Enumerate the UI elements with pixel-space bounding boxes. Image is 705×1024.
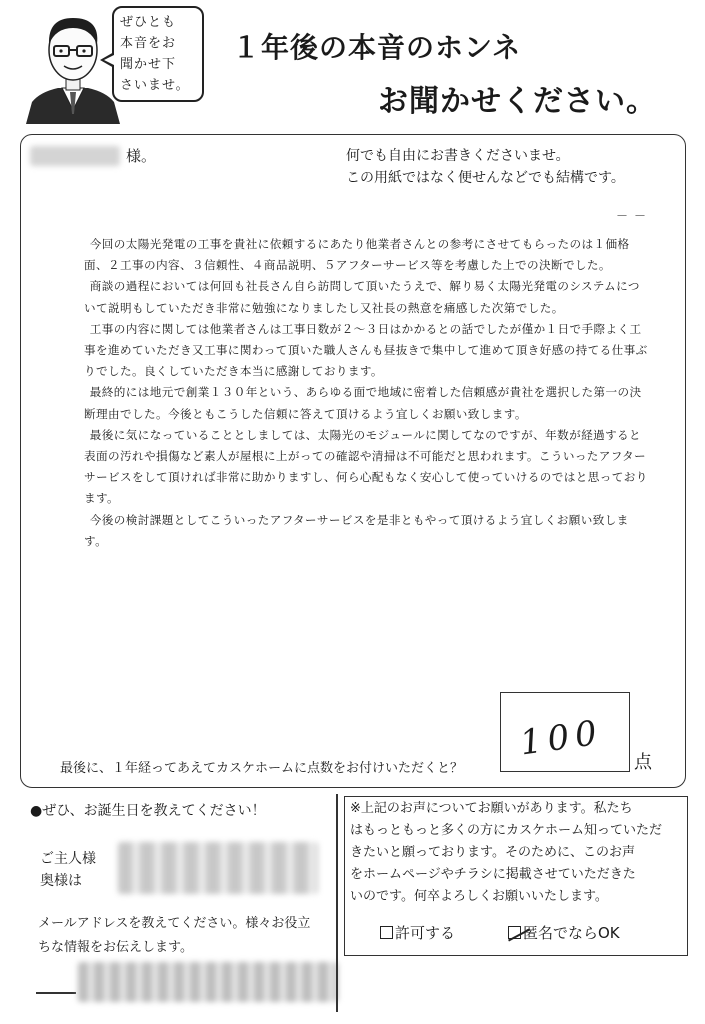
writing-instructions: 何でも自由にお書きくださいませ。 この用紙ではなく便せんなどでも結構です。	[346, 148, 625, 186]
birthday-heading: ●ぜひ、お誕生日を教えてください！	[30, 803, 266, 819]
husband-label: ご主人様	[40, 851, 96, 867]
wife-label: 奥様は	[40, 873, 82, 889]
paragraph: 最後に気になっていることとしましては、太陽光のモジュールに関してなのですが、年数が経過すると表面の汚れや損傷など素人が屋根に上がっての確認や清掃は不可能だと思われます。こういったアフターサービスをして頂ければ非常に助かりますし、何ら心配もなく安心して使っていけるのではと思っております。	[84, 427, 648, 506]
divider	[336, 794, 338, 1012]
speech-bubble: ぜひとも 本音をお 聞かせ下 さいませ。	[112, 6, 204, 102]
score-question: 最後に、１年経ってあえてカスケホームに点数をお付けいただくと？	[60, 761, 464, 776]
title-line-1: １年後の本音のホンネ	[232, 31, 522, 64]
paragraph: 最終的には地元で創業１３０年という、あらゆる面で地域に密着した信頼感が貴社を選択した第一の決断理由でした。今後ともこうした信頼に答えて頂けるよう宜しくお願い致します。	[84, 385, 642, 421]
permission-request: ※上記のお声についてお願いがあります。私たち はもっともっと多くの方にカスケホーム知っていただ きたいと願っております。そのために、このお声 をホームページやチラシに掲載させていただきた いのです。何卒よろしくお願いいたします。	[350, 801, 663, 904]
redacted-email	[78, 962, 338, 1002]
email-request: メールアドレスを教えてください。様々お役立 ちな情報をお伝えします。	[38, 916, 311, 955]
title-line-2: お聞かせください。	[378, 84, 657, 119]
paragraph: 工事の内容に関しては他業者さんは工事日数が２～３日はかかるとの話でしたが僅か１日で手際よく工事を進めていただき又工事に関わって頂いた職人さんも昼抜きで集中して進めて頂き好感の持てる仕事ぶりでした。良くしていただき本当に感謝しております。	[84, 321, 648, 379]
redacted-customer-name	[30, 146, 120, 166]
score-unit: 点	[634, 752, 652, 773]
handwritten-score: 100	[517, 712, 606, 764]
option-anonymous-label: 匿名でならOK	[523, 924, 620, 942]
option-allow-label: 許可する	[395, 924, 456, 942]
email-line	[36, 992, 76, 994]
paragraph: 今回の太陽光発電の工事を貴社に依頼するにあたり他業者さんとの参考にさせてもらったのは１価格面、２工事の内容、３信頼性、４商品説明、５アフターサービス等を考慮した上での決断でした。	[84, 237, 630, 273]
speech-bubble-tail-inner	[104, 55, 114, 65]
dash-mark: －－	[616, 209, 653, 223]
paragraph: 今後の検討課題としてこういったアフターサービスを是非ともやって頂けるよう宜しくお願い致します。	[84, 512, 629, 548]
paragraph: 商談の過程においては何回も社長さん自ら訪問して頂いたうえで、解り易く太陽光発電のシステムについて説明もしていただき非常に勉強になりましたし又社長の熱意を痛感した次第でした。	[84, 279, 640, 315]
letter-body	[84, 234, 650, 552]
option-allow[interactable]	[380, 922, 455, 943]
redacted-birthdays	[118, 842, 318, 894]
honorific: 様。	[126, 147, 157, 165]
checkbox-icon[interactable]	[380, 926, 393, 939]
